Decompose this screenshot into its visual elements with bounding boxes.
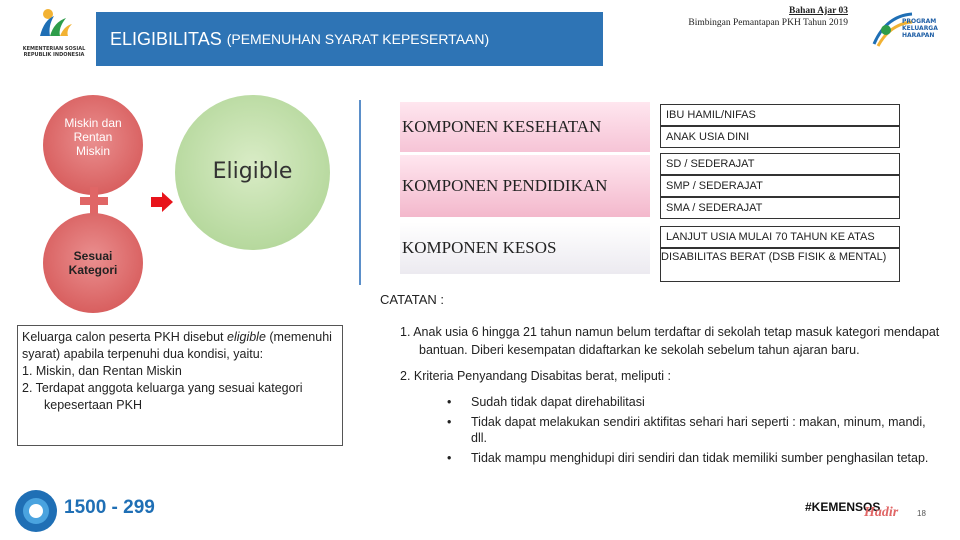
catatan-note-2: 2. Kriteria Penyandang Disabitas berat, meliputi :	[400, 369, 671, 383]
komponen-kesos-label: KOMPONEN KESOS	[402, 238, 557, 257]
catatan-bullet: • Tidak dapat melakukan sendiri aktifitas sehari hari seperti : makan, minum, mandi, dll.	[447, 414, 926, 445]
catatan-title: CATATAN :	[380, 292, 445, 307]
bahan-ajar-info	[688, 5, 848, 29]
kategori-disabilitas: DISABILITAS BERAT (DSB FISIK & MENTAL)	[660, 248, 900, 282]
divider-line	[359, 100, 361, 285]
bimbingan-label: Bimbingan Pemantapan PKH Tahun 2019	[688, 18, 848, 28]
komponen-kesehatan-label: KOMPONEN KESEHATAN	[402, 117, 602, 136]
catatan-bullet-text: Sudah tidak dapat direhabilitasi	[471, 394, 645, 409]
kategori-lansia: LANJUT USIA MULAI 70 TAHUN KE ATAS	[660, 226, 900, 248]
circle-sesuai-label: Sesuai Kategori	[68, 249, 118, 277]
kategori-ibu-hamil: IBU HAMIL/NIFAS	[660, 104, 900, 126]
circle-eligible-label: Eligible	[212, 159, 293, 184]
definition-text	[22, 329, 338, 363]
org-name: KEMENTERIAN SOSIAL REPUBLIK INDONESIA	[22, 46, 86, 58]
hashtag-kemensos: #KEMENSOS	[805, 500, 881, 514]
pkh-logo-text: PROGRAM KELUARGA HARAPAN	[902, 18, 938, 39]
komponen-kesos	[400, 222, 650, 274]
pkh-logo	[872, 6, 954, 58]
kemensos-logo	[14, 6, 94, 66]
page-number: 18	[917, 509, 926, 518]
catatan-bullet: • Tidak mampu menghidupi diri sendiri dan tidak memiliki sumber penghasilan tetap.	[447, 450, 929, 465]
circle-eligible	[175, 95, 330, 250]
title-bar	[96, 12, 603, 66]
call-center-number: 1500 - 299	[64, 497, 155, 518]
page-title: ELIGIBILITAS	[110, 28, 222, 49]
catatan-bullet-text: Tidak mampu menghidupi diri sendiri dan tidak memiliki sumber penghasilan tetap.	[471, 450, 929, 465]
kategori-smp: SMP / SEDERAJAT	[660, 175, 900, 197]
catatan-notes	[400, 324, 945, 466]
catatan-bullet-text: Tidak dapat melakukan sendiri aktifitas sehari hari seperti : makan, minum, mandi, dll.	[471, 414, 926, 445]
kategori-sma: SMA / SEDERAJAT	[660, 197, 900, 219]
page-subtitle: (PEMENUHAN SYARAT KEPESERTAAN)	[226, 31, 490, 47]
call-center-icon	[10, 488, 62, 534]
circle-sesuai-kategori	[43, 213, 143, 313]
kategori-anak-usia-dini: ANAK USIA DINI	[660, 126, 900, 148]
definition-item: 2. Terdapat anggota keluarga yang sesuai kategori kepesertaan PKH	[22, 381, 303, 412]
definition-text-end: (memenuhi syarat) apabila terpenuhi dua kondisi, yaitu:	[22, 330, 332, 361]
hadir-logo: Hadir	[864, 505, 899, 520]
circle-miskin	[43, 95, 143, 195]
plus-icon	[80, 187, 108, 215]
catatan-note-1: 1. Anak usia 6 hingga 21 tahun namun belum terdaftar di sekolah tetap masuk kategori mendapat bantuan. Diberi kesempatan didaftarkan ke sekolah sebelum tahun ajaran baru.	[400, 325, 940, 357]
komponen-pendidikan-label: KOMPONEN PENDIDIKAN	[402, 176, 608, 195]
circle-miskin-label: Miskin dan Rentan Miskin	[64, 116, 122, 158]
kemensos-logo-icon	[34, 6, 74, 42]
catatan-bullet: • Sudah tidak dapat direhabilitasi	[447, 394, 645, 409]
definition-eligible-term: eligible	[227, 330, 266, 344]
kategori-sd: SD / SEDERAJAT	[660, 153, 900, 175]
komponen-kesehatan	[400, 102, 650, 152]
arrow-right-icon	[150, 191, 174, 213]
definition-text-start: Keluarga calon peserta PKH disebut	[22, 330, 227, 344]
komponen-pendidikan	[400, 155, 650, 217]
bahan-ajar-label: Bahan Ajar 03	[789, 6, 848, 16]
definition-item: 1. Miskin, dan Rentan Miskin	[22, 364, 182, 378]
definition-box	[17, 325, 343, 446]
call-center-logo	[10, 488, 160, 534]
